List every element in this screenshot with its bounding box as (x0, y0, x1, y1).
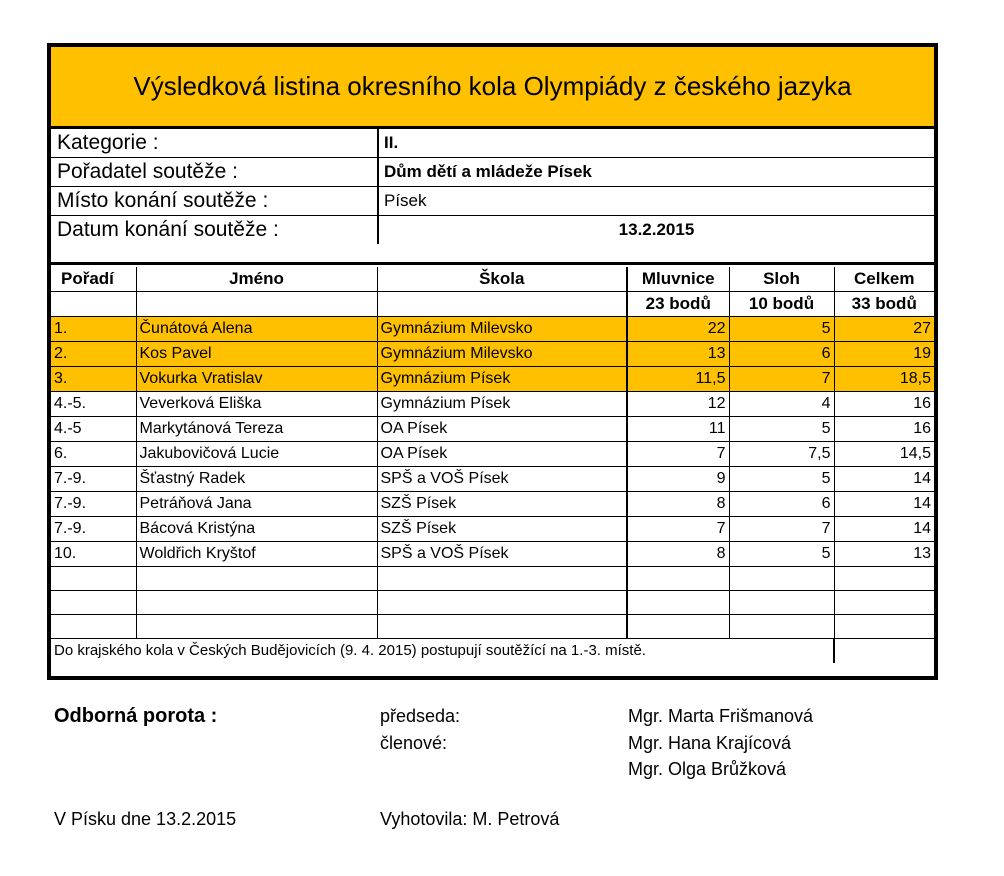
mluvnice-cell: 9 (627, 467, 729, 492)
info-label: Pořadatel soutěže : (57, 160, 238, 183)
mluvnice-cell: 7 (627, 517, 729, 542)
subheader-cell: 33 bodů (834, 292, 934, 317)
celkem-cell: 19 (834, 342, 934, 367)
mluvnice-cell: 11 (627, 417, 729, 442)
info-row-organizer (51, 158, 934, 187)
mluvnice-cell: 22 (627, 317, 729, 342)
sheet-title-text: Výsledková listina okresního kola Olympiády z českého jazyka (133, 71, 852, 101)
info-label: Datum konání soutěže : (57, 218, 279, 241)
mluvnice-cell: 13 (627, 342, 729, 367)
table-row (51, 342, 934, 367)
celkem-cell: 16 (834, 417, 934, 442)
table-row (51, 442, 934, 467)
empty-cell (627, 615, 729, 639)
table-row (51, 542, 934, 567)
empty-cell (377, 591, 627, 615)
school-cell: Gymnázium Písek (377, 367, 627, 392)
celkem-cell: 27 (834, 317, 934, 342)
note-row (51, 639, 934, 664)
header-cell: Celkem (834, 267, 934, 292)
name-cell: Jakubovičová Lucie (136, 442, 377, 467)
rank-cell: 7.-9. (51, 517, 136, 542)
jury-heading: Odborná porota : (54, 705, 218, 727)
header-cell: Jméno (136, 267, 377, 292)
table-row (51, 317, 934, 342)
empty-row (51, 591, 934, 615)
empty-cell (834, 639, 934, 664)
name-cell: Markytánová Tereza (136, 417, 377, 442)
empty-row (51, 615, 934, 639)
empty-cell (627, 591, 729, 615)
spacer-row (51, 242, 934, 265)
rank-cell: 4.-5. (51, 392, 136, 417)
school-cell: OA Písek (377, 417, 627, 442)
sloh-cell: 7,5 (729, 442, 834, 467)
sloh-cell: 5 (729, 417, 834, 442)
sloh-cell: 4 (729, 392, 834, 417)
celkem-cell: 18,5 (834, 367, 934, 392)
place-date: V Písku dne 13.2.2015 (54, 809, 237, 829)
info-label: Místo konání soutěže : (57, 189, 269, 212)
empty-cell (51, 615, 136, 639)
info-value: Písek (377, 187, 934, 215)
school-cell: Gymnázium Milevsko (377, 342, 627, 367)
empty-cell (136, 567, 377, 591)
info-label: Kategorie : (57, 131, 159, 154)
school-cell: SPŠ a VOŠ Písek (377, 542, 627, 567)
empty-cell (377, 615, 627, 639)
celkem-cell: 14 (834, 492, 934, 517)
school-cell: Gymnázium Písek (377, 392, 627, 417)
name-cell: Kos Pavel (136, 342, 377, 367)
results-sheet (47, 43, 938, 680)
sloh-cell: 5 (729, 467, 834, 492)
info-value: II. (377, 129, 934, 157)
empty-cell (729, 567, 834, 591)
table-row (51, 492, 934, 517)
name-cell: Bácová Kristýna (136, 517, 377, 542)
subheader-cell: 10 bodů (729, 292, 834, 317)
jury-chair-name: Mgr. Marta Frišmanová (628, 706, 814, 726)
school-cell: SPŠ a VOŠ Písek (377, 467, 627, 492)
subheader-cell (377, 292, 627, 317)
mluvnice-cell: 7 (627, 442, 729, 467)
header-cell: Pořadí (51, 267, 136, 292)
empty-cell (729, 591, 834, 615)
sloh-cell: 5 (729, 317, 834, 342)
table-row (51, 517, 934, 542)
mluvnice-cell: 11,5 (627, 367, 729, 392)
name-cell: Čunátová Alena (136, 317, 377, 342)
name-cell: Veverková Eliška (136, 392, 377, 417)
jury-member-name: Mgr. Olga Brůžková (628, 759, 787, 779)
empty-cell (377, 567, 627, 591)
empty-cell (834, 567, 934, 591)
sloh-cell: 7 (729, 517, 834, 542)
name-cell: Šťastný Radek (136, 467, 377, 492)
subheader-cell (136, 292, 377, 317)
empty-cell (834, 615, 934, 639)
subheader-cell (51, 292, 136, 317)
sheet-title (51, 47, 934, 129)
info-value: 13.2.2015 (377, 216, 934, 244)
school-cell: Gymnázium Milevsko (377, 317, 627, 342)
school-cell: OA Písek (377, 442, 627, 467)
empty-cell (51, 567, 136, 591)
celkem-cell: 14,5 (834, 442, 934, 467)
rank-cell: 7.-9. (51, 467, 136, 492)
mluvnice-cell: 8 (627, 542, 729, 567)
sloh-cell: 6 (729, 342, 834, 367)
info-row-date (51, 216, 934, 245)
table-row (51, 367, 934, 392)
celkem-cell: 13 (834, 542, 934, 567)
table-row (51, 417, 934, 442)
school-cell: SZŠ Písek (377, 517, 627, 542)
celkem-cell: 16 (834, 392, 934, 417)
rank-cell: 1. (51, 317, 136, 342)
empty-cell (729, 615, 834, 639)
rank-cell: 10. (51, 542, 136, 567)
celkem-cell: 14 (834, 467, 934, 492)
rank-cell: 4.-5 (51, 417, 136, 442)
empty-cell (627, 567, 729, 591)
empty-cell (136, 615, 377, 639)
empty-cell (51, 591, 136, 615)
subheader-cell: 23 bodů (627, 292, 729, 317)
table-subheader-row (51, 292, 934, 317)
sloh-cell: 7 (729, 367, 834, 392)
celkem-cell: 14 (834, 517, 934, 542)
note-text: Do krajského kola v Českých Budějovicích (9. 4. 2015) postupují soutěžící na 1.-3. místě. (51, 639, 834, 664)
empty-cell (136, 591, 377, 615)
info-value: Dům dětí a mládeže Písek (377, 158, 934, 186)
rank-cell: 7.-9. (51, 492, 136, 517)
empty-row (51, 567, 934, 591)
name-cell: Woldřich Kryštof (136, 542, 377, 567)
prepared-by: Vyhotovila: M. Petrová (380, 809, 560, 829)
jury-member-name: Mgr. Hana Krajícová (628, 733, 792, 753)
rank-cell: 2. (51, 342, 136, 367)
school-cell: SZŠ Písek (377, 492, 627, 517)
table-row (51, 467, 934, 492)
info-row-venue (51, 187, 934, 216)
jury-members-label: členové: (380, 733, 448, 753)
jury-chair-label: předseda: (380, 706, 461, 726)
sloh-cell: 6 (729, 492, 834, 517)
name-cell: Vokurka Vratislav (136, 367, 377, 392)
header-cell: Škola (377, 267, 627, 292)
rank-cell: 6. (51, 442, 136, 467)
rank-cell: 3. (51, 367, 136, 392)
table-row (51, 392, 934, 417)
header-cell: Mluvnice (627, 267, 729, 292)
info-row-category (51, 129, 934, 158)
name-cell: Petráňová Jana (136, 492, 377, 517)
results-table (51, 267, 934, 663)
sloh-cell: 5 (729, 542, 834, 567)
mluvnice-cell: 8 (627, 492, 729, 517)
table-header-row (51, 267, 934, 292)
empty-cell (834, 591, 934, 615)
header-cell: Sloh (729, 267, 834, 292)
mluvnice-cell: 12 (627, 392, 729, 417)
results-body (51, 267, 934, 663)
